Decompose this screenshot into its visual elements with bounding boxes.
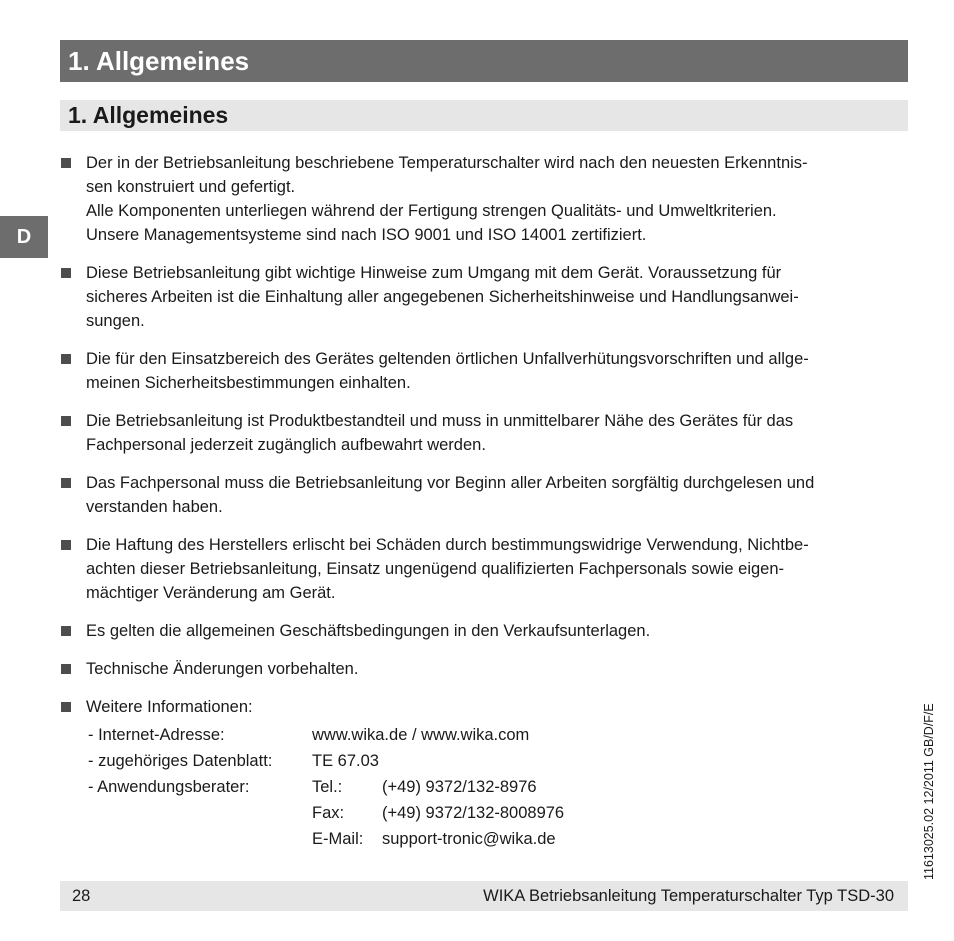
contact-info-cell: support-tronic@wika.de bbox=[382, 830, 556, 848]
bullet-text-line: Unsere Managementsysteme sind nach ISO 9001 und ISO 14001 zertifiziert. bbox=[86, 226, 647, 244]
bullet-item bbox=[60, 657, 908, 681]
bullet-text-line: Alle Komponenten unterliegen während der Fertigung strengen Qualitäts- und Umweltkriterien. bbox=[86, 202, 777, 220]
contact-info-cell: - Internet-Adresse: bbox=[88, 726, 225, 744]
bullet-item bbox=[60, 347, 908, 395]
contact-info-cell: Fax: bbox=[312, 804, 345, 822]
bullet-text-line: sen konstruiert und gefertigt. bbox=[86, 178, 296, 196]
bullet-text-line: sicheres Arbeiten ist die Einhaltung aller angegebenen Sicherheitshinweise und Handlungsanwei- bbox=[86, 288, 799, 306]
footer-document-title: WIKA Betriebsanleitung Temperaturschalter Typ TSD-30 bbox=[483, 887, 894, 905]
bullet-text-line: Das Fachpersonal muss die Betriebsanleitung vor Beginn aller Arbeiten sorgfältig durchgelesen und bbox=[86, 474, 815, 492]
bullet-text-line: Die Haftung des Herstellers erlischt bei Schäden durch bestimmungswidrige Verwendung, Nichtbe- bbox=[86, 536, 809, 554]
bullet-text-line: Der in der Betriebsanleitung beschriebene Temperaturschalter wird nach den neuesten Erkenntnis- bbox=[86, 154, 808, 172]
square-bullet-icon bbox=[61, 416, 71, 426]
square-bullet-icon bbox=[61, 626, 71, 636]
chapter-title: 1. Allgemeines bbox=[68, 46, 250, 76]
square-bullet-icon bbox=[61, 664, 71, 674]
contact-info-cell: TE 67.03 bbox=[312, 752, 379, 770]
contact-info-cell: (+49) 9372/132-8976 bbox=[382, 778, 537, 796]
contact-info-table bbox=[88, 723, 564, 853]
bullet-item bbox=[60, 151, 908, 247]
document-code: 11613025.02 12/2011 GB/D/F/E bbox=[922, 703, 936, 880]
bullet-text-line: verstanden haben. bbox=[86, 498, 223, 516]
bullet-text-line: sungen. bbox=[86, 312, 145, 330]
bullet-text-line: Weitere Informationen: bbox=[86, 698, 253, 716]
language-tab: D bbox=[0, 216, 48, 258]
section-title-bar bbox=[60, 100, 908, 131]
square-bullet-icon bbox=[61, 158, 71, 168]
square-bullet-icon bbox=[61, 354, 71, 364]
contact-info-cell: - zugehöriges Datenblatt: bbox=[88, 752, 273, 770]
square-bullet-icon bbox=[61, 268, 71, 278]
bullet-text-line: Diese Betriebsanleitung gibt wichtige Hinweise zum Umgang mit dem Gerät. Voraussetzung für bbox=[86, 264, 782, 282]
content-body bbox=[60, 151, 908, 867]
bullet-text-line: Technische Änderungen vorbehalten. bbox=[86, 660, 359, 678]
square-bullet-icon bbox=[61, 702, 71, 712]
contact-info-cell: (+49) 9372/132-8008976 bbox=[382, 804, 565, 822]
bullet-list bbox=[60, 151, 908, 853]
contact-info-cell bbox=[88, 827, 312, 853]
bullet-text-line: Es gelten die allgemeinen Geschäftsbedingungen in den Verkaufsunterlagen. bbox=[86, 622, 651, 640]
bullet-item bbox=[60, 533, 908, 605]
bullet-text-line: achten dieser Betriebsanleitung, Einsatz ungenügend qualifizierten Fachpersonals sowie eigen- bbox=[86, 560, 785, 578]
contact-info-cell: Tel.: bbox=[312, 778, 343, 796]
contact-info-row bbox=[88, 775, 564, 801]
bullet-item bbox=[60, 261, 908, 333]
square-bullet-icon bbox=[61, 478, 71, 488]
square-bullet-icon bbox=[61, 540, 71, 550]
bullet-item bbox=[60, 409, 908, 457]
contact-info-row bbox=[88, 827, 564, 853]
section-title: 1. Allgemeines bbox=[68, 102, 229, 128]
chapter-title-bar bbox=[60, 40, 908, 82]
page-number: 28 bbox=[72, 887, 91, 905]
contact-info-cell: www.wika.de / www.wika.com bbox=[312, 726, 530, 744]
bullet-item bbox=[60, 619, 908, 643]
bullet-text-line: meinen Sicherheitsbestimmungen einhalten. bbox=[86, 374, 411, 392]
bullet-text-line: Fachpersonal jederzeit zugänglich aufbewahrt werden. bbox=[86, 436, 486, 454]
contact-info-row bbox=[88, 749, 564, 775]
contact-info-cell: - Anwendungsberater: bbox=[88, 778, 250, 796]
contact-info-cell: E-Mail: bbox=[312, 830, 364, 848]
bullet-item bbox=[60, 471, 908, 519]
bullet-text-line: Die Betriebsanleitung ist Produktbestandteil und muss in unmittelbarer Nähe des Gerätes für das bbox=[86, 412, 794, 430]
contact-info-cell bbox=[88, 801, 312, 827]
contact-info-row bbox=[88, 723, 564, 749]
bullet-text-line: Die für den Einsatzbereich des Gerätes geltenden örtlichen Unfallverhütungsvorschriften und allge- bbox=[86, 350, 809, 368]
bullet-item bbox=[60, 695, 908, 853]
footer-bar bbox=[60, 881, 908, 911]
contact-info-row bbox=[88, 801, 564, 827]
bullet-text-line: mächtiger Veränderung am Gerät. bbox=[86, 584, 336, 602]
